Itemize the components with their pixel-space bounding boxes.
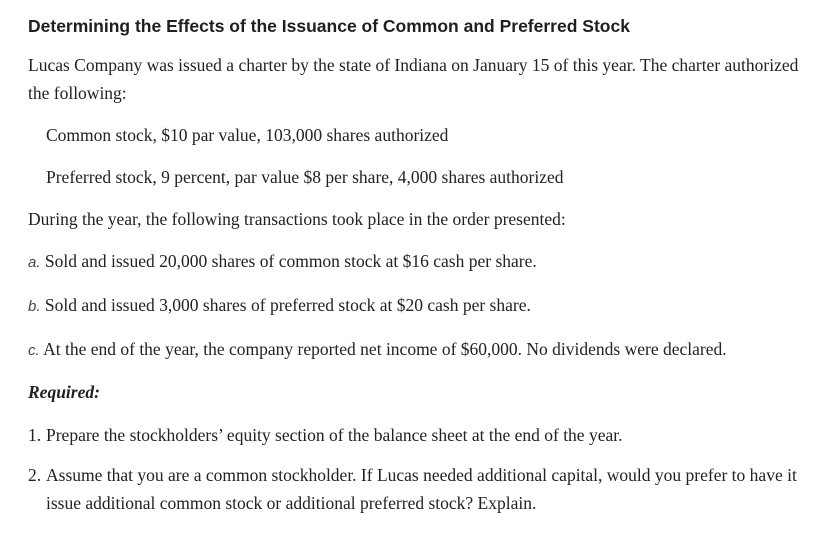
problem-document [28, 14, 818, 517]
transaction-c-label: c. [28, 342, 40, 359]
problem-title: Determining the Effects of the Issuance of Common and Preferred Stock [28, 16, 630, 36]
requirement-2-number: 2. [28, 465, 42, 485]
requirement-2 [28, 461, 818, 517]
authorized-preferred-stock: Preferred stock, 9 percent, par value $8 per share, 4,000 shares authorized [46, 167, 564, 187]
requirement-1-number: 1. [28, 425, 42, 445]
transaction-b-label: b. [28, 298, 41, 315]
transaction-b [28, 293, 818, 319]
requirement-1-text: Prepare the stockholders’ equity section of the balance sheet at the end of the year. [46, 425, 623, 445]
requirement-2-text: Assume that you are a common stockholder. If Lucas needed additional capital, would you prefer to have it issue additional common stock or additional preferred stock? Explain. [46, 465, 797, 513]
transaction-a [28, 249, 818, 275]
transaction-c-text: At the end of the year, the company reported net income of $60,000. No dividends were declared. [43, 339, 727, 359]
required-heading: Required: [28, 382, 100, 402]
transaction-a-text: Sold and issued 20,000 shares of common stock at $16 cash per share. [44, 251, 537, 271]
intro-paragraph: Lucas Company was issued a charter by the state of Indiana on January 15 of this year. The charter authorized the following: [28, 55, 799, 103]
requirement-1 [28, 421, 818, 449]
transactions-intro: During the year, the following transactions took place in the order presented: [28, 209, 566, 229]
transaction-a-label: a. [28, 254, 41, 271]
transaction-b-text: Sold and issued 3,000 shares of preferred stock at $20 cash per share. [44, 295, 531, 315]
authorized-common-stock: Common stock, $10 par value, 103,000 shares authorized [46, 125, 449, 145]
transaction-c [28, 337, 818, 363]
